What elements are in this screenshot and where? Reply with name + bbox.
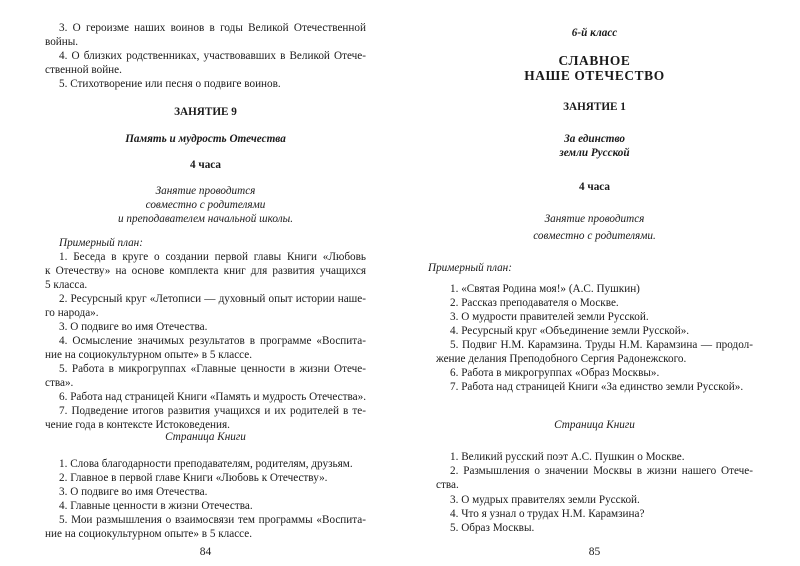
book-page-heading: Страница Книги: [165, 431, 246, 443]
plan-line: 4. Осмысление значимых результатов в программе «Воспита-: [59, 335, 366, 347]
book-page-line: 4. Что я узнал о трудах Н.М. Карамзина?: [450, 508, 645, 520]
section-title: СЛАВНОЕ: [558, 53, 631, 68]
lesson-heading: ЗАНЯТИЕ 1: [563, 101, 626, 113]
book-page-line: 2. Главное в первой главе Книги «Любовь к Отечеству».: [59, 472, 328, 484]
plan-line: 5 класса.: [45, 279, 88, 291]
intro-item: 5. Стихотворение или песня о подвиге воинов.: [59, 78, 281, 90]
intro-item: 4. О близких родственниках, участвовавших в Великой Отече-: [59, 50, 366, 62]
page-number: 84: [199, 546, 212, 558]
page-number: 85: [588, 546, 601, 558]
book-page-line: 3. О мудрых правителях земли Русской.: [450, 494, 640, 506]
plan-line: 4. Ресурсный круг «Объединение земли Русской».: [450, 325, 690, 337]
book-page-line: 1. Великий русский поэт А.С. Пушкин о Москве.: [450, 451, 685, 463]
plan-line: 2. Ресурсный круг «Летописи — духовный опыт истории наше-: [59, 293, 366, 305]
lesson-hours: 4 часа: [579, 181, 610, 193]
plan-line: 7. Подведение итогов развития учащихся и их родителей в те-: [59, 405, 366, 417]
plan-line: 6. Работа в микрогруппах «Образ Москвы».: [450, 367, 660, 379]
plan-line: к Отечеству» на основе комплекта книг для развития учащихся: [45, 265, 366, 277]
plan-line: 6. Работа над страницей Книги «Память и мудрость Отечества».: [59, 391, 367, 403]
book-page-line: ства.: [436, 479, 459, 491]
plan-line: 1. Беседа в круге о создании первой главы Книги «Любовь: [59, 251, 366, 263]
lesson-title: земли Русской: [559, 147, 630, 159]
plan-line: ние на социокультурном опыте» в 5 классе.: [45, 349, 253, 361]
section-title: НАШЕ ОТЕЧЕСТВО: [524, 68, 665, 83]
plan-line: 3. О подвиге во имя Отечества.: [59, 321, 208, 333]
book-page-line: 5. Образ Москвы.: [450, 522, 535, 534]
book-page-line: 1. Слова благодарности преподавателям, родителям, друзьям.: [59, 458, 353, 470]
lesson-note: совместно с родителями.: [533, 230, 656, 242]
plan-line: 5. Подвиг Н.М. Карамзина. Труды Н.М. Карамзина — продол-: [450, 339, 753, 351]
lesson-note: совместно с родителями: [145, 199, 266, 211]
book-page-line: 5. Мои размышления о взаимосвязи тем программы «Воспита-: [59, 514, 366, 526]
lesson-title: За единство: [564, 133, 625, 145]
plan-line: жение делания Преподобного Сергия Радонежского.: [436, 353, 687, 365]
book-page-line: 4. Главные ценности в жизни Отечества.: [59, 500, 253, 512]
book-page-heading: Страница Книги: [554, 419, 635, 431]
plan-line: 3. О мудрости правителей земли Русской.: [450, 311, 649, 323]
intro-item: ственной войне.: [45, 64, 122, 76]
lesson-heading: ЗАНЯТИЕ 9: [174, 106, 237, 118]
intro-item: войны.: [45, 36, 79, 48]
left-page: [45, 0, 366, 566]
plan-label: Примерный план:: [428, 262, 512, 274]
book-page-line: ние на социокультурном опыте» в 5 классе.: [45, 528, 253, 540]
plan-line: го народа».: [45, 307, 99, 319]
plan-line: чение года в контексте Истоковедения.: [45, 419, 230, 431]
intro-item: 3. О героизме наших воинов в годы Великой Отечественной: [59, 22, 366, 34]
lesson-note: и преподавателем начальной школы.: [117, 213, 293, 225]
plan-line: 2. Рассказ преподавателя о Москве.: [450, 297, 619, 309]
plan-line: ства».: [45, 377, 74, 389]
plan-line: 7. Работа над страницей Книги «За единство земли Русской».: [450, 381, 744, 393]
book-page-line: 2. Размышления о значении Москвы в жизни нашего Отече-: [450, 465, 753, 477]
plan-line: 1. «Святая Родина моя!» (А.С. Пушкин): [450, 283, 640, 295]
lesson-hours: 4 часа: [190, 159, 221, 171]
grade-label: 6-й класс: [571, 27, 618, 39]
lesson-title: Память и мудрость Отечества: [125, 133, 286, 145]
right-page: [428, 0, 753, 566]
plan-line: 5. Работа в микрогруппах «Главные ценности в жизни Отече-: [59, 363, 366, 375]
lesson-note: Занятие проводится: [155, 185, 256, 197]
book-page-line: 3. О подвиге во имя Отечества.: [59, 486, 208, 498]
plan-label: Примерный план:: [59, 237, 143, 249]
lesson-note: Занятие проводится: [544, 213, 645, 225]
